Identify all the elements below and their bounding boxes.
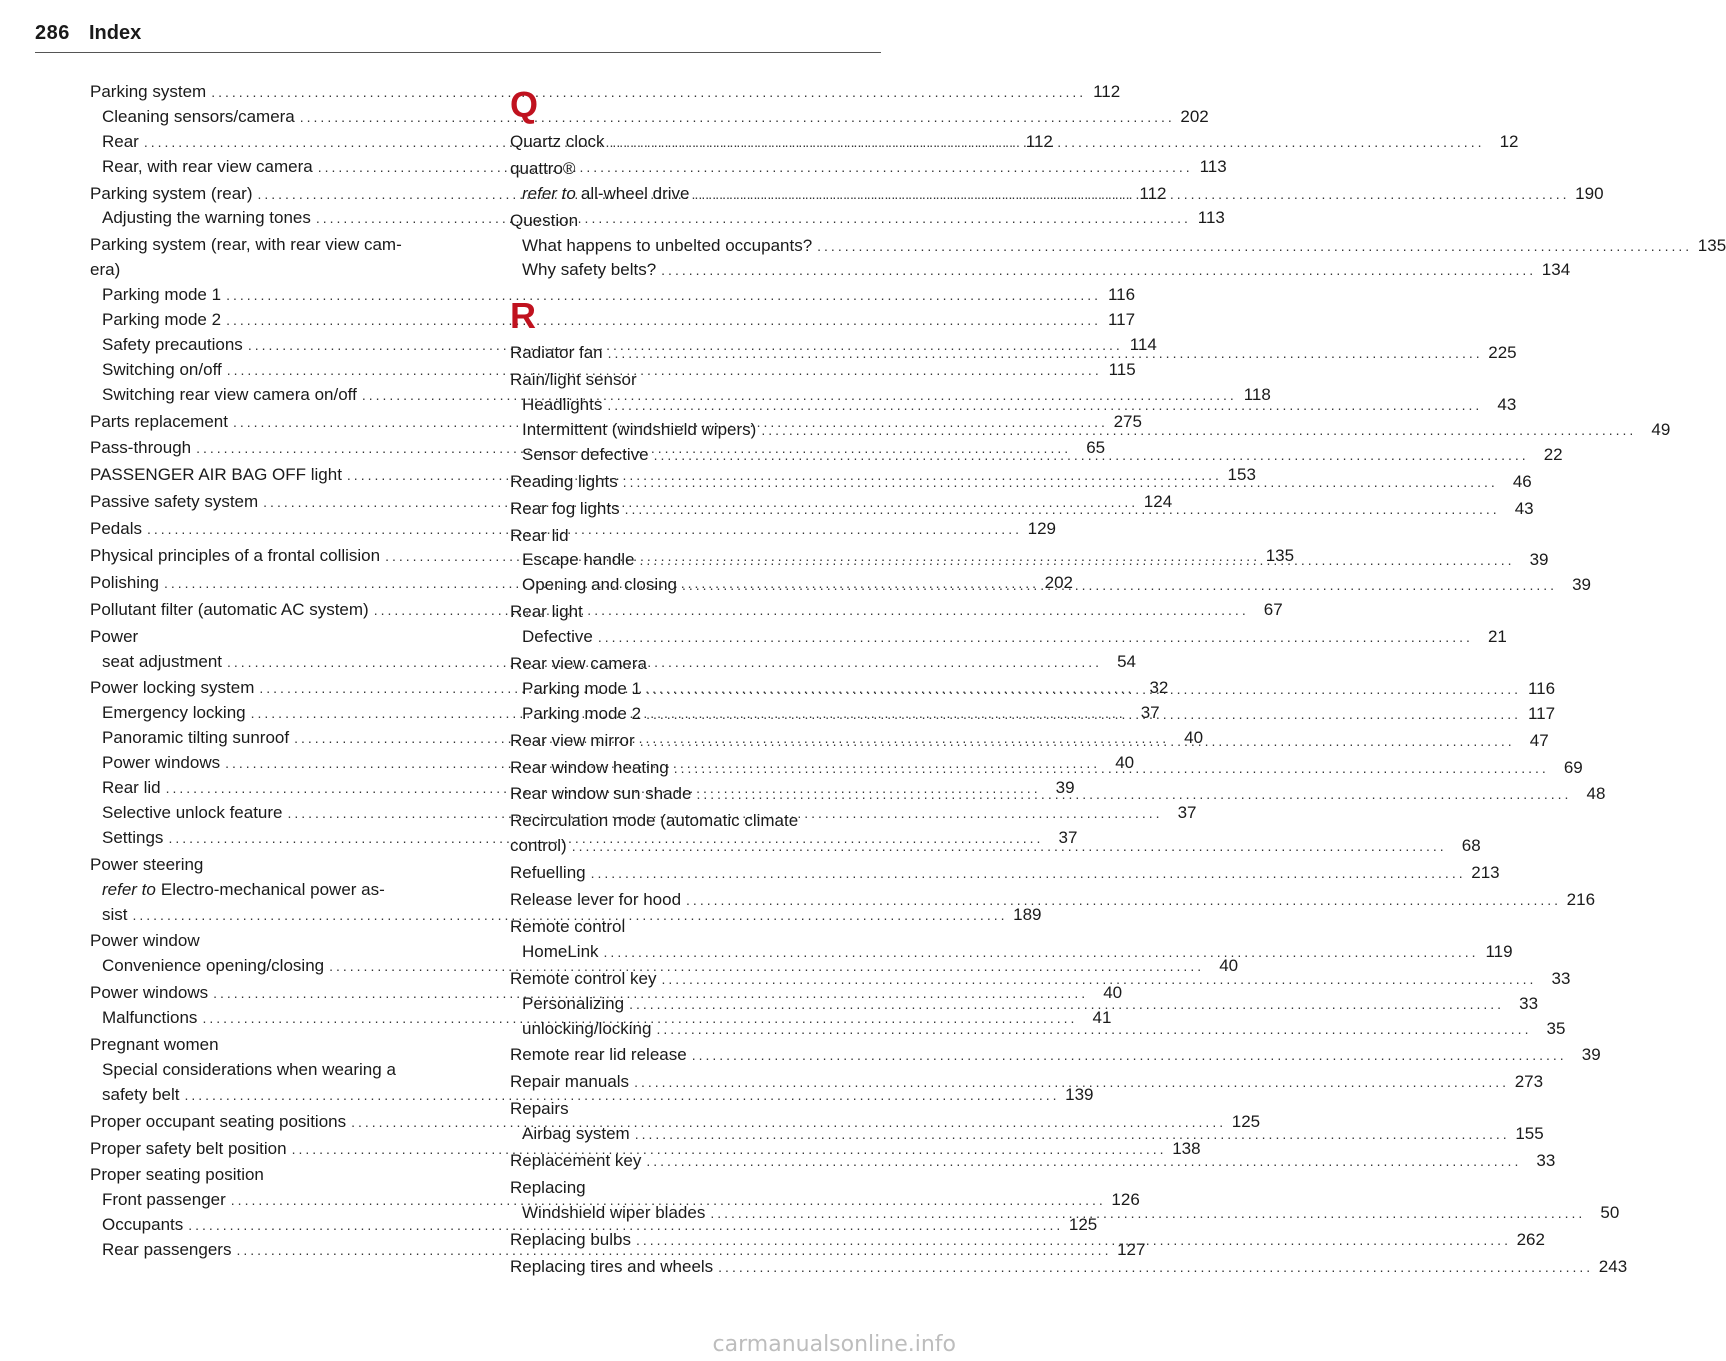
entry-text: Occupants — [102, 1215, 184, 1235]
entry-text: Rear, with rear view camera — [102, 156, 313, 176]
entry-text: Rear window heating — [510, 757, 669, 777]
page-reference: 49 — [1651, 420, 1671, 440]
entry-text: Cleaning sensors/camera — [102, 106, 295, 126]
page-reference: 153 — [1227, 465, 1256, 485]
page-reference: 43 — [1514, 498, 1534, 518]
entry-text: Rear lid — [510, 525, 569, 545]
page-reference: 12 — [1499, 132, 1519, 151]
index-subentry — [510, 625, 1507, 650]
index-entry — [90, 625, 460, 650]
dot-leader — [604, 940, 1479, 965]
entry-text: Pedals — [90, 519, 142, 539]
page-header — [35, 22, 881, 53]
index-subentry — [90, 878, 460, 903]
dot-leader — [646, 1149, 1521, 1174]
page-reference: 118 — [1243, 384, 1271, 404]
index-subentry — [510, 1122, 1544, 1147]
page-reference: 21 — [1487, 627, 1507, 647]
index-entry — [510, 209, 880, 234]
page-reference: 37 — [1058, 827, 1078, 847]
page-reference: 35 — [1546, 1018, 1566, 1038]
page-reference: 40 — [1184, 728, 1204, 748]
dot-leader — [661, 258, 1536, 283]
entry-text: Opening and closing — [522, 575, 678, 595]
entry-text: Refuelling — [510, 863, 586, 883]
dot-leader — [640, 729, 1515, 754]
dot-leader — [634, 1070, 1509, 1095]
entry-text: Parking system (rear, with rear view cam- — [90, 235, 402, 255]
dot-leader — [718, 1255, 1593, 1280]
entry-text: Replacement key — [510, 1150, 642, 1170]
index-entry — [90, 1033, 460, 1058]
page-reference: 119 — [1485, 941, 1513, 961]
entry-text — [102, 878, 385, 903]
dot-leader — [607, 393, 1482, 418]
index-entry — [510, 1149, 1556, 1174]
page-reference: 138 — [1172, 1138, 1201, 1158]
entry-text: Safety precautions — [102, 334, 243, 354]
page-reference: 40 — [1115, 753, 1135, 773]
page-reference: 262 — [1516, 1229, 1545, 1249]
entry-text: Reading lights — [510, 471, 618, 491]
page-reference: 113 — [1197, 208, 1225, 228]
index-entry — [510, 809, 880, 834]
entry-text: Question — [510, 210, 579, 230]
index-entry — [510, 652, 880, 677]
page-reference: 39 — [1055, 778, 1075, 798]
page-reference: 213 — [1471, 863, 1500, 883]
section-letter: Q — [510, 84, 539, 125]
entry-text: Pass-through — [90, 438, 192, 458]
page-reference: 129 — [1027, 519, 1056, 539]
page-reference: 39 — [1529, 550, 1549, 570]
entry-text: Parking mode 2 — [522, 703, 642, 723]
page-reference: 40 — [1219, 956, 1239, 976]
entry-text: Remote control key — [510, 968, 657, 988]
index-subentry — [90, 1213, 1098, 1238]
page-reference: 127 — [1117, 1240, 1146, 1260]
dot-leader — [629, 992, 1504, 1017]
page-reference: 43 — [1497, 395, 1517, 415]
index-subentry — [90, 1058, 460, 1083]
entry-text: Power windows — [90, 983, 209, 1003]
entry-label: all-wheel drive — [580, 183, 690, 203]
section-letter: R — [510, 295, 536, 337]
entry-text: Proper safety belt position — [90, 1138, 287, 1158]
entry-text: Windshield wiper blades — [522, 1202, 706, 1222]
entry-text: Malfunctions — [102, 1008, 198, 1028]
entry-text: Physical principles of a frontal collision — [90, 546, 381, 566]
entry-text: Why safety belts? — [522, 260, 657, 280]
page-reference: 65 — [1086, 438, 1106, 458]
page-reference: 117 — [1107, 310, 1136, 330]
index-entry — [90, 233, 460, 258]
page-reference: 33 — [1551, 968, 1571, 988]
page-reference: 37 — [1177, 802, 1197, 822]
index-entry — [510, 1176, 880, 1201]
entry-text: quattro® — [510, 158, 576, 178]
index-subentry — [90, 105, 1209, 130]
entry-text: Remote control — [510, 916, 626, 936]
dot-leader — [572, 834, 1447, 859]
index-entry — [510, 1255, 1628, 1280]
entry-text: Power window — [90, 931, 200, 951]
entry-text: Proper seating position — [90, 1165, 264, 1185]
page-reference: 202 — [1044, 572, 1073, 592]
entry-text: Parking system (rear) — [90, 183, 253, 203]
watermark: carmanualsonline.info — [712, 1332, 956, 1357]
entry-text: control) — [510, 836, 567, 856]
entry-text: Defective — [522, 627, 593, 647]
entry-text: Switching rear view camera on/off — [102, 384, 357, 404]
page-reference: 68 — [1461, 836, 1481, 856]
entry-text: Parking mode 1 — [102, 285, 222, 305]
dot-leader — [598, 625, 1473, 650]
page-reference: 33 — [1536, 1150, 1556, 1170]
entry-text: Parking system — [90, 82, 207, 101]
entry-text: PASSENGER AIR BAG OFF light — [90, 465, 342, 485]
page-reference: 202 — [1180, 106, 1209, 126]
page-reference: 48 — [1586, 784, 1606, 804]
entry-text: Repairs — [510, 1099, 569, 1119]
page-reference: 216 — [1566, 890, 1596, 910]
page-reference: 189 — [1013, 904, 1042, 924]
page-reference: 139 — [1065, 1084, 1094, 1104]
page-reference: 190 — [1575, 183, 1604, 203]
page-reference: 116 — [1107, 285, 1136, 305]
page-reference: 114 — [1129, 334, 1157, 354]
entry-text: Release lever for hood — [510, 890, 682, 910]
cross-reference-prefix: refer to — [522, 183, 576, 203]
entry-text: Quartz clock — [510, 132, 605, 151]
dot-leader — [710, 1201, 1585, 1226]
entry-text: Power — [90, 626, 139, 646]
page-reference: 116 — [1527, 678, 1556, 698]
page-reference: 33 — [1519, 993, 1539, 1013]
dot-leader — [656, 1017, 1531, 1042]
entry-text: Power windows — [102, 753, 221, 773]
entry-text: Recirculation mode (automatic climate — [510, 811, 799, 831]
page-reference: 47 — [1529, 730, 1549, 750]
page-reference: 135 — [1265, 546, 1295, 566]
page-reference: 112 — [1093, 82, 1121, 101]
page-reference: 37 — [1140, 703, 1160, 723]
dot-leader — [686, 888, 1561, 913]
entry-label: Electro-mechanical power as- — [160, 879, 385, 899]
page-reference: 275 — [1113, 411, 1142, 431]
index-entry — [90, 853, 460, 878]
entry-text: Rear fog lights — [510, 498, 620, 518]
index-subentry — [90, 1083, 1094, 1108]
entry-text: Parts replacement — [90, 411, 228, 431]
entry-text: Parking mode 2 — [102, 310, 222, 330]
entry-text: Power steering — [90, 854, 204, 874]
entry-text — [522, 182, 690, 207]
entry-text: Proper occupant seating positions — [90, 1111, 347, 1131]
dot-leader — [646, 677, 1521, 702]
entry-text: Rear passengers — [102, 1240, 232, 1260]
page-reference: 112 — [1139, 183, 1167, 203]
page-reference: 113 — [1199, 156, 1227, 176]
entry-text: era) — [90, 260, 121, 280]
page-reference: 54 — [1117, 651, 1137, 671]
dot-leader — [654, 443, 1529, 468]
entry-text: HomeLink — [522, 941, 599, 961]
entry-text: sist — [102, 904, 128, 924]
entry-text: Repair manuals — [510, 1072, 630, 1092]
cross-reference-prefix: refer to — [102, 879, 156, 899]
index-entry — [510, 157, 880, 182]
page-reference: 115 — [1108, 359, 1136, 379]
page-number: 286 — [35, 22, 70, 44]
dot-leader — [696, 782, 1571, 807]
page-reference: 40 — [1103, 983, 1123, 1003]
entry-text: Rear light — [510, 602, 583, 622]
page-reference: 46 — [1512, 471, 1532, 491]
entry-text: Polishing — [90, 572, 159, 592]
entry-text: unlocking/locking — [522, 1018, 652, 1038]
page-reference: 41 — [1092, 1008, 1112, 1028]
entry-text: Replacing tires and wheels — [510, 1256, 714, 1276]
dot-leader — [692, 1043, 1567, 1068]
entry-text: Pregnant women — [90, 1034, 219, 1054]
entry-text: Headlights — [522, 395, 603, 415]
page-reference: 135 — [1697, 235, 1726, 255]
entry-text: Parking mode 1 — [522, 678, 642, 698]
entry-text: Settings — [102, 827, 164, 847]
page-reference: 125 — [1068, 1215, 1098, 1235]
entry-text: Replacing bulbs — [510, 1229, 631, 1249]
entry-text: Remote rear lid release — [510, 1045, 687, 1065]
dot-leader — [639, 548, 1514, 573]
page-reference: 39 — [1572, 575, 1592, 595]
page-reference: 117 — [1527, 703, 1556, 723]
entry-text: Escape handle — [522, 550, 635, 570]
entry-text: Selective unlock feature — [102, 802, 283, 822]
dot-leader — [608, 341, 1483, 366]
index-subentry — [90, 308, 1136, 333]
index-subentry — [510, 940, 1513, 965]
dot-leader — [695, 182, 1570, 207]
dot-leader — [817, 234, 1692, 259]
index-entry — [90, 929, 460, 954]
entry-text: Rear view camera — [510, 654, 647, 674]
dot-leader — [682, 573, 1557, 598]
page-reference: 134 — [1541, 260, 1571, 280]
entry-text: Personalizing — [522, 993, 625, 1013]
index-entry — [510, 368, 880, 393]
page-reference: 126 — [1111, 1190, 1140, 1210]
index-subentry — [90, 283, 1136, 308]
page-reference: 50 — [1600, 1202, 1620, 1222]
entry-text: Rear lid — [102, 778, 161, 798]
dot-leader — [609, 130, 1484, 155]
index-entry — [510, 888, 1596, 913]
dot-leader — [661, 967, 1536, 992]
index-entry — [510, 524, 880, 549]
index-entry — [510, 600, 880, 625]
entry-text: seat adjustment — [102, 651, 223, 671]
index-entry — [510, 1097, 880, 1122]
index-entry — [90, 258, 460, 283]
page-reference: 39 — [1581, 1045, 1601, 1065]
dot-leader — [636, 1228, 1511, 1253]
dot-leader — [674, 756, 1549, 781]
page-reference: 124 — [1143, 492, 1173, 512]
entry-text: Airbag system — [522, 1124, 630, 1144]
entry-text: Adjusting the warning tones — [102, 208, 311, 228]
dot-leader — [623, 470, 1498, 495]
page-reference: 32 — [1149, 678, 1169, 698]
index-entry — [510, 861, 1500, 886]
entry-text: Replacing — [510, 1177, 586, 1197]
entry-text: Rear — [102, 131, 139, 151]
entry-text: Power locking system — [90, 678, 255, 698]
entry-text: Rear view mirror — [510, 730, 635, 750]
page-title: Index — [89, 22, 142, 44]
page-reference: 155 — [1515, 1124, 1544, 1144]
entry-text: What happens to unbelted occupants? — [522, 235, 813, 255]
entry-text: Rain/light sensor — [510, 370, 637, 390]
index-entry — [90, 80, 1121, 105]
dot-leader — [591, 861, 1466, 886]
page-reference: 69 — [1563, 757, 1583, 777]
entry-text: Switching on/off — [102, 359, 222, 379]
index-entry — [510, 967, 1571, 992]
entry-text: Radiator fan — [510, 343, 603, 363]
entry-text: Rear window sun shade — [510, 784, 692, 804]
page-reference: 112 — [1025, 131, 1053, 151]
entry-text: Sensor defective — [522, 444, 649, 464]
entry-text: Pollutant filter (automatic AC system) — [90, 599, 369, 619]
index-subentry — [510, 258, 1571, 283]
dot-leader — [625, 497, 1500, 522]
entry-text: Special considerations when wearing a — [102, 1059, 396, 1079]
entry-text: safety belt — [102, 1084, 180, 1104]
page-reference: 273 — [1514, 1072, 1544, 1092]
entry-text: Emergency locking — [102, 703, 246, 723]
page-reference: 22 — [1543, 444, 1563, 464]
page-reference: 243 — [1598, 1256, 1628, 1276]
entry-text: Panoramic tilting sunroof — [102, 728, 290, 748]
index-entry — [510, 1043, 1601, 1068]
page-reference: 225 — [1488, 343, 1517, 363]
entry-text: Intermittent (windshield wipers) — [522, 420, 757, 440]
index-entry — [510, 915, 880, 940]
entry-text: Passive safety system — [90, 492, 259, 512]
page-reference: 67 — [1263, 599, 1283, 619]
index-entry — [90, 1163, 460, 1188]
dot-leader — [635, 1122, 1510, 1147]
entry-text: Front passenger — [102, 1190, 226, 1210]
index-subentry — [510, 234, 1726, 259]
dot-leader — [761, 418, 1636, 443]
page-reference: 125 — [1231, 1111, 1261, 1131]
dot-leader — [646, 702, 1521, 727]
entry-text: Convenience opening/closing — [102, 956, 325, 976]
